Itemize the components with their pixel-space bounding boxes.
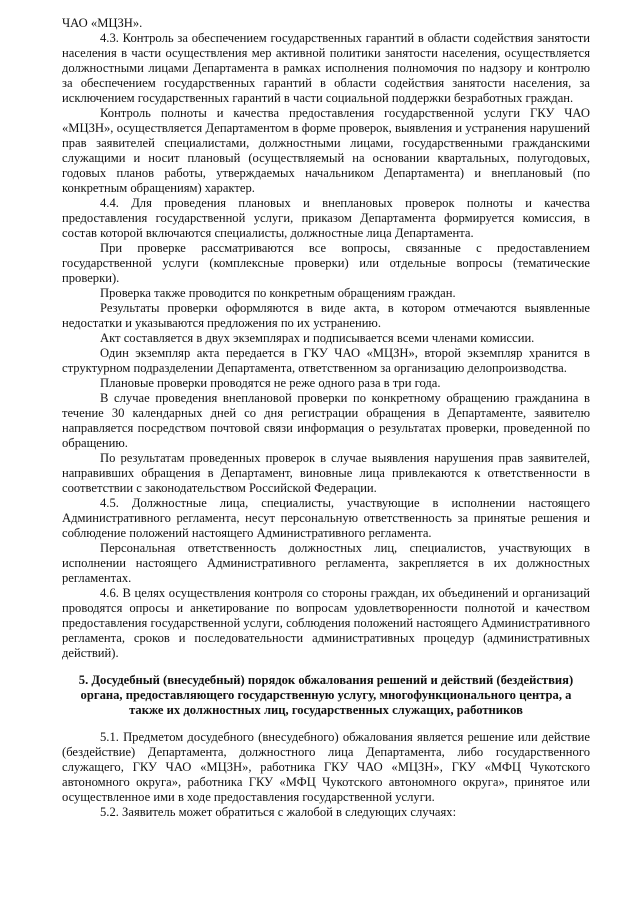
paragraph-continuation: ЧАО «МЦЗН». xyxy=(62,16,143,30)
paragraph-inspection-citizens: Проверка также проводится по конкретным обращениям граждан. xyxy=(100,286,456,300)
paragraph-control-quality: Контроль полноты и качества предоставления государственной услуги ГКУ ЧАО «МЦЗН», осуществляется Департаментом в форме проверок, выявления и устранения нарушений прав заявителей специалистами, должностными лицами, государственными гражданскими служащими и носит плановый (осуществляемый на основании квартальных, полугодовых, годовых планов работы, утверждаемых начальником Департамента) и внеплановый (по конкретным обращениям) характер. xyxy=(62,106,590,195)
paragraph-unplanned-inspection: В случае проведения внеплановой проверки по конкретному обращению гражданина в течение 30 календарных дней со дня регистрации обращения в Департаменте, заявителю направляется посредством почтовой связи информация о результатах проверки, проведенной по обращению. xyxy=(62,391,590,450)
paragraph-inspection-questions: При проверке рассматриваются все вопросы, связанные с предоставлением государственной услуги (комплексные проверки) или отдельные вопросы (тематические проверки). xyxy=(62,241,590,285)
paragraph-personal-responsibility: Персональная ответственность должностных лиц, специалистов, участвующих в исполнении настоящего Административного регламента, закрепляется в их должностных регламентах. xyxy=(62,541,590,585)
paragraph-5-2: 5.2. Заявитель может обратиться с жалобой в следующих случаях: xyxy=(100,805,457,819)
paragraph-act-copies: Акт составляется в двух экземплярах и подписывается всеми членами комиссии. xyxy=(100,331,535,345)
paragraph-inspection-results: Результаты проверки оформляются в виде акта, в котором отмечаются выявленные недостатки и указываются предложения по их устранению. xyxy=(62,301,590,330)
paragraph-planned-inspections: Плановые проверки проводятся не реже одного раза в три года. xyxy=(100,376,441,390)
paragraph-4-6: 4.6. В целях осуществления контроля со стороны граждан, их объединений и организаций проводятся опросы и анкетирование по вопросам удовлетворенности полнотой и качеством предоставления государственной услуги, соблюдения положений настоящего Административного регламента, сроков и последовательности административных процедур (административных действий). xyxy=(62,586,590,660)
paragraph-violations: По результатам проведенных проверок в случае выявления нарушения прав заявителей, направивших обращения в Департамент, виновные лица привлекаются к ответственности в соответствии с законодательством Российской Федерации. xyxy=(62,451,590,495)
paragraph-4-4: 4.4. Для проведения плановых и внеплановых проверок полноты и качества предоставления государственной услуги, приказом Департамента формируется комиссия, в состав которой включаются специалисты, должностные лица Департамента. xyxy=(62,196,590,240)
paragraph-5-1: 5.1. Предметом досудебного (внесудебного) обжалования является решение или действие (бездействие) Департамента, должностного лица Департамента, либо государственного служащего, ГКУ ЧАО «МЦЗН», работника ГКУ ЧАО «МЦЗН», ГКУ «МФЦ Чукотского автономного округа», работника ГКУ «МФЦ Чукотского автономного округа», принятое или осуществленное ими в ходе предоставления государственной услуги. xyxy=(62,730,590,804)
document-page xyxy=(62,16,590,820)
paragraph-4-5: 4.5. Должностные лица, специалисты, участвующие в исполнении настоящего Административного регламента, несут персональную ответственность за принятые решения и соблюдение положений настоящего Административного регламента. xyxy=(62,496,590,540)
paragraph-act-transfer: Один экземпляр акта передается в ГКУ ЧАО «МЦЗН», второй экземпляр хранится в структурном подразделении Департамента, ответственном за организацию делопроизводства. xyxy=(62,346,590,375)
paragraph-4-3: 4.3. Контроль за обеспечением государственных гарантий в области содействия занятости населения в части осуществления мер активной политики занятости населения, осуществляется должностными лицами Департамента в рамках исполнения полномочия по надзору и контролю за обеспечением государственных гарантий в области содействия занятости населения, за исключением государственных гарантий в части социальной поддержки безработных граждан. xyxy=(62,31,590,105)
section-heading-5: 5. Досудебный (внесудебный) порядок обжалования решений и действий (бездействия) органа, предоставляющего государственную услугу, многофункционального центра, а также их должностных лиц, государственных служащих, работников xyxy=(78,673,574,717)
